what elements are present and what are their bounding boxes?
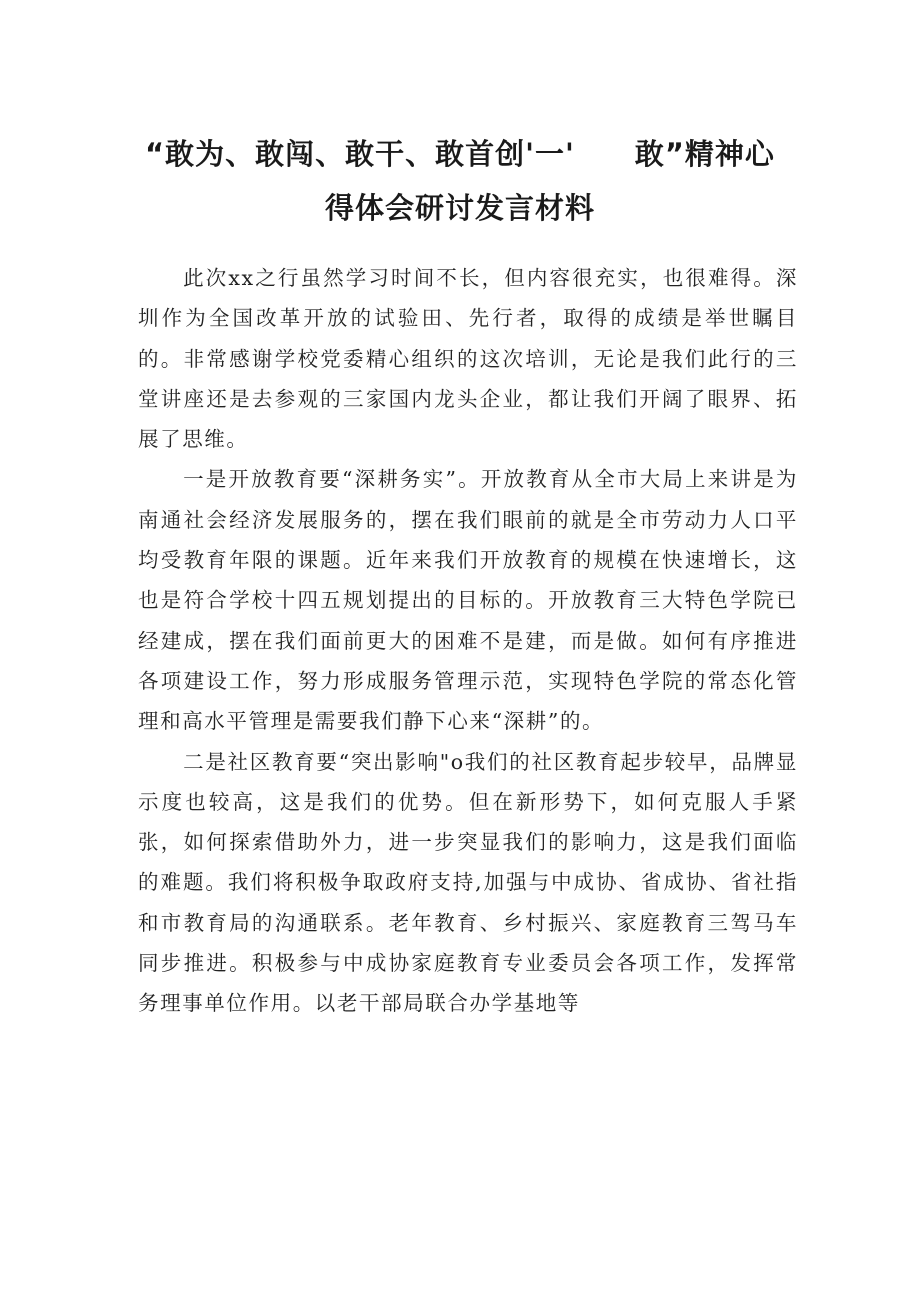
paragraph-open-education: 一是开放教育要“深耕务实”。开放教育从全市大局上来讲是为南通社会经济发展服务的，摆在我们眼前的就是全市劳动力人口平均受教育年限的课题。近年来我们开放教育的规模在快速增长，这也是符合学校十四五规划提出的目标的。开放教育三大特色学院已经建成，摆在我们面前更大的困难不是建，而是做。如何有序推进各项建设工作，努力形成服务管理示范，实现特色学院的常态化管理和高水平管理是需要我们静下心来“深耕”的。 — [138, 467, 798, 734]
document-title-line-1: “敢为、敢闯、敢干、敢首创'一' 敢”精神心 — [145, 137, 775, 171]
document-title-line-2: 得体会研讨发言材料 — [324, 191, 595, 225]
paragraph-community-education: 二是社区教育要“突出影响"o我们的社区教育起步较早，品牌显示度也较高，这是我们的优势。但在新形势下，如何克服人手紧张，如何探索借助外力，进一步突显我们的影响力，这是我们面临的难题。我们将积极争取政府支持,加强与中成协、省成协、省社指和市教育局的沟通联系。老年教育、乡村振兴、家庭教育三驾马车同步推进。积极参与中成协家庭教育专业委员会各项工作，发挥常务理事单位作用。以老干部局联合办学基地等 — [138, 749, 798, 1016]
paragraph-intro: 此次xx之行虽然学习时间不长，但内容很充实，也很难得。深圳作为全国改革开放的试验田、先行者，取得的成绩是举世瞩目的。非常感谢学校党委精心组织的这次培训，无论是我们此行的三堂讲座还是去参观的三家国内龙头企业，都让我们开阔了眼界、拓展了思维。 — [138, 266, 798, 452]
document-body — [138, 258, 798, 1024]
